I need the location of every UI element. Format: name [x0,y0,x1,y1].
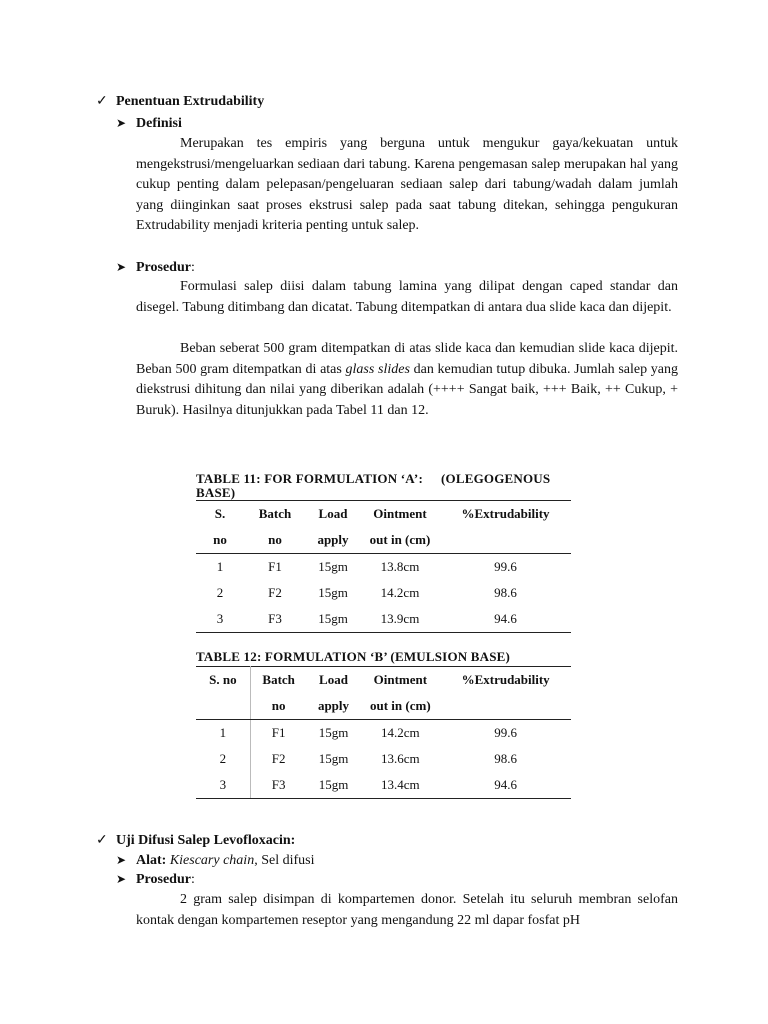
prosedur-paragraph-2: Beban seberat 500 gram ditempatkan di atas slide kaca dan kemudian slide kaca dijepit. Beban 500 gram ditempatkan di atas glass slides dan kemudian tutup dibuka. Jumlah salep yang diekstrusi dihitung dan nilai yang diberikan adalah (++++ Sangat baik, +++ Baik, ++ Cukup, + Buruk). Hasilnya ditunjukkan pada Tabel 11 dan 12. [136,341,678,418]
prosedur-paragraph-1: Formulasi salep diisi dalam tabung lamina yang dilipat dengan caped standar dan disegel. Tabung ditimbang dan dicatat. Tabung ditempatkan di antara dua slide kaca dan dijepit. [136,279,678,315]
uji-difusi-paragraph: 2 gram salep disimpan di kompartemen donor. Setelah itu seluruh membran selofan kontak dengan kompartemen reseptor yang mengandung 22 ml dapar fosfat pH [136,892,678,928]
table-row: 3 F3 15gm 13.4cm 94.6 [196,772,571,799]
subheading-definisi: ➤ Definisi [116,116,182,131]
subheading-prosedur-2: ➤ Prosedur: [116,872,195,887]
check-icon: ✓ [96,94,108,109]
table-header-row: no no apply out in (cm) [196,527,571,554]
arrow-right-icon: ➤ [116,116,127,130]
section-title-uji-difusi: ✓ Uji Difusi Salep Levofloxacin: [96,833,296,848]
table-11-caption: TABLE 11: FOR FORMULATION ‘A’: (OLEGOGENOUS BASE) [196,471,551,500]
table-row: 1 F1 15gm 13.8cm 99.6 [216,559,517,574]
table-12 [196,650,571,799]
arrow-right-icon: ➤ [116,260,127,274]
table-row: 1 F1 15gm 14.2cm 99.6 [196,720,571,747]
table-row: 2 F2 15gm 14.2cm 98.6 [216,585,517,600]
table-12-grid [196,666,571,799]
check-icon: ✓ [96,833,108,848]
table-header-row: no apply out in (cm) [196,693,571,720]
table-row: 3 F3 15gm 13.9cm 94.6 [196,606,571,633]
table-header-row: S. no Batch Load Ointment %Extrudability [196,667,571,694]
subheading-alat: ➤ Alat: Kiescary chain, Sel difusi [116,853,315,868]
section-title-extrudability: ✓ Penentuan Extrudability [96,94,265,109]
table-11-grid [196,500,571,633]
table-row: 2 F2 15gm 13.6cm 98.6 [196,746,571,772]
subheading-prosedur: ➤ Prosedur: [116,260,195,275]
arrow-right-icon: ➤ [116,872,127,886]
table-12-caption: TABLE 12: FORMULATION ‘B’ (EMULSION BASE) [196,649,511,664]
definisi-paragraph: Merupakan tes empiris yang berguna untuk mengukur gaya/kekuatan untuk mengekstrusi/mengeluarkan sediaan dari tabung. Karena pengemasan salep merupakan hal yang cukup penting dalam pelepasan/pengeluaran sediaan salep dari tabung/wadah dalam jumlah yang diinginkan saat proses ekstrusi salep pada saat tabung ditekan, sehingga pengukuran Extrudability menjadi kriteria penting untuk salep. [136,136,678,234]
table-header-row: S. Batch Load Ointment %Extrudability [196,501,571,528]
arrow-right-icon: ➤ [116,853,127,867]
table-11 [196,472,571,633]
